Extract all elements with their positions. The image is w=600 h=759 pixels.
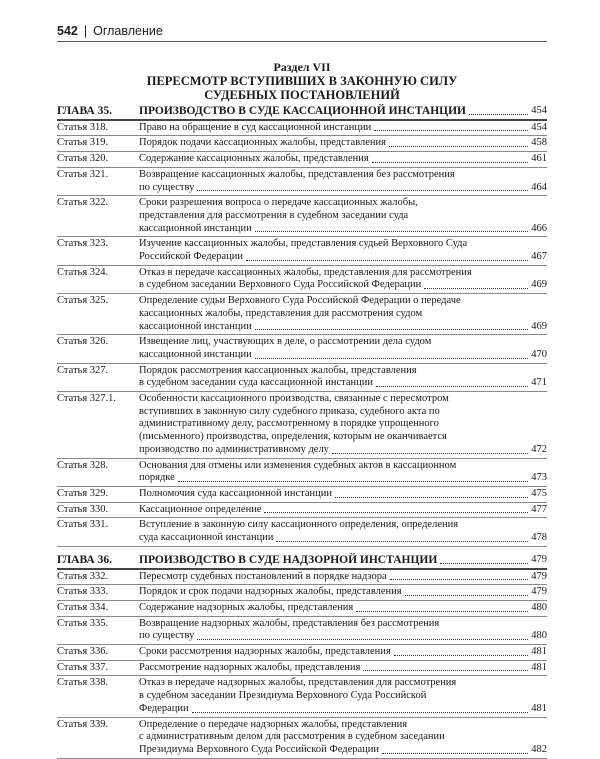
- title-line: [139, 197, 547, 210]
- toc-entry: [57, 237, 547, 265]
- page-ref: 481: [531, 661, 547, 673]
- dot-leader: [255, 231, 529, 232]
- title-text: Сроки разрешения вопроса о передаче кассационных жалобы,: [139, 197, 418, 209]
- title-text: кассационной инстанции: [139, 348, 252, 360]
- title-text: по существу: [139, 181, 195, 193]
- page-ref: 471: [531, 377, 547, 389]
- section-heading: [57, 60, 547, 102]
- article-label: Статья 329.: [57, 487, 109, 499]
- dot-leader: [255, 358, 529, 359]
- toc-entry: [57, 121, 547, 137]
- title-line: [139, 690, 547, 703]
- article-title: [139, 197, 547, 235]
- article-label: Статья 319.: [57, 137, 109, 149]
- toc-entry: [57, 585, 547, 601]
- section-number: Раздел VII: [273, 60, 331, 74]
- toc-entry: [57, 487, 547, 503]
- title-text: Содержание надзорных жалобы, представления: [139, 601, 354, 613]
- toc-entry: [57, 364, 547, 392]
- dot-leader: [390, 579, 529, 580]
- dot-leader: [264, 512, 528, 513]
- title-line: [139, 169, 547, 182]
- page-ref: 464: [531, 181, 547, 193]
- section-title-line-2: СУДЕБНЫХ ПОСТАНОВЛЕНИЙ: [204, 88, 400, 102]
- chapter-label: ГЛАВА 36.: [57, 553, 112, 566]
- toc-entry: [57, 168, 547, 196]
- title-line: [139, 267, 547, 280]
- page-ref: 480: [531, 601, 547, 613]
- dot-leader: [192, 712, 529, 713]
- title-line: [139, 444, 547, 457]
- title-text: порядке: [139, 472, 175, 484]
- title-text: в судебном заседании Верховного Суда Российской Федерации: [139, 279, 422, 291]
- title-line: [139, 719, 547, 732]
- title-line: [139, 646, 547, 659]
- article-title: [139, 460, 547, 485]
- article-label: Статья 322.: [57, 197, 109, 209]
- page-ref: 454: [531, 105, 547, 116]
- title-line: [139, 519, 547, 532]
- dot-leader: [332, 453, 528, 454]
- title-text: (письменного) производства, определения, которым не оканчивается: [139, 431, 447, 443]
- title-text: с административным делом для рассмотрения в судебном заседании: [139, 731, 445, 743]
- toc-entry: [57, 503, 547, 519]
- dot-leader: [178, 481, 528, 482]
- article-title: [139, 662, 547, 675]
- title-line: [139, 349, 547, 362]
- section-title-line-1: ПЕРЕСМОТР ВСТУПИВШИХ В ЗАКОННУЮ СИЛУ: [146, 74, 458, 88]
- dot-leader: [197, 639, 528, 640]
- title-line: [139, 586, 547, 599]
- article-title: [139, 336, 547, 361]
- title-line: [139, 472, 547, 485]
- title-line: [139, 321, 547, 334]
- title-text: в судебном заседании Президиума Верховного Суда Российской: [139, 690, 427, 702]
- page-number: 542: [57, 24, 78, 38]
- running-head-title: Оглавление: [93, 24, 163, 38]
- title-line: [139, 279, 547, 292]
- title-text: вступивших в законную силу судебного приказа, судебного акта по: [139, 405, 440, 417]
- toc-entry: [57, 136, 547, 152]
- dot-leader: [382, 753, 528, 754]
- dot-leader: [394, 655, 529, 656]
- title-text: Порядок рассмотрения кассационных жалобы, представления: [139, 364, 417, 376]
- toc-entry: [57, 661, 547, 677]
- article-title: [139, 393, 547, 457]
- article-label: Статья 334.: [57, 601, 109, 613]
- title-line: [139, 137, 547, 150]
- article-label: Статья 324.: [57, 266, 109, 278]
- table-of-contents: [57, 103, 547, 759]
- page-ref: 458: [531, 137, 547, 149]
- title-line: [139, 393, 547, 406]
- title-text: Полномочия суда кассационной инстанции: [139, 487, 333, 499]
- toc-entry: [57, 718, 547, 759]
- title-text: Отказ в передаче кассационных жалобы, представления для рассмотрения: [139, 266, 472, 278]
- article-title: [139, 137, 547, 150]
- title-text: Российской Федерации: [139, 251, 243, 263]
- article-label: Статья 328.: [57, 459, 109, 471]
- dot-leader: [405, 595, 529, 596]
- toc-chapter: [57, 552, 547, 570]
- title-line: [139, 365, 547, 378]
- dot-leader: [469, 114, 528, 115]
- article-title: [139, 238, 547, 263]
- title-text: в судебном заседании суда кассационной инстанции: [139, 377, 374, 389]
- article-title: [139, 295, 547, 333]
- title-text: кассационной инстанции: [139, 320, 252, 332]
- title-line: [139, 571, 547, 584]
- toc-entry: [57, 676, 547, 717]
- page-ref: 470: [531, 348, 547, 360]
- dot-leader: [440, 563, 528, 564]
- article-label: Статья 337.: [57, 661, 109, 673]
- article-label: Статья 339.: [57, 718, 109, 730]
- title-text: Порядок подачи кассационных жалобы, представления: [139, 137, 386, 149]
- dot-leader: [197, 190, 528, 191]
- chapter-label: ГЛАВА 35.: [57, 105, 112, 117]
- title-line: [139, 460, 547, 473]
- title-line: [139, 703, 547, 716]
- title-line: [139, 488, 547, 501]
- article-title: [139, 719, 547, 757]
- title-line: [139, 418, 547, 431]
- title-text: Содержание кассационных жалобы, представления: [139, 153, 369, 165]
- page-ref: 480: [531, 630, 547, 642]
- title-line: [139, 504, 547, 517]
- title-text: Определение о передаче надзорных жалобы, представления: [139, 718, 408, 730]
- dot-leader: [356, 611, 528, 612]
- title-text: представления для рассмотрения в судебном заседании суда: [139, 209, 409, 221]
- dot-leader: [246, 260, 528, 261]
- title-text: Право на обращение в суд кассационной инстанции: [139, 121, 372, 133]
- title-line: [139, 210, 547, 223]
- title-line: [139, 431, 547, 444]
- title-text: Порядок и срок подачи надзорных жалобы, представления: [139, 586, 402, 598]
- page-ref: 479: [531, 553, 547, 565]
- article-label: Статья 321.: [57, 168, 109, 180]
- article-label: Статья 320.: [57, 153, 109, 165]
- title-text: Возвращение надзорных жалобы, представления без рассмотрения: [139, 617, 440, 629]
- article-title: [139, 169, 547, 194]
- title-text: кассационной инстанции: [139, 222, 252, 234]
- title-line: [139, 336, 547, 349]
- title-text: Изучение кассационных жалобы, представления судьей Верховного Суда: [139, 238, 468, 250]
- article-title: [139, 488, 547, 501]
- title-line: [139, 532, 547, 545]
- title-line: [139, 662, 547, 675]
- title-text: Отказ в передаче надзорных жалобы, представления для рассмотрения: [139, 677, 457, 689]
- title-text: Рассмотрение надзорных жалобы, представления: [139, 661, 361, 673]
- article-title: [139, 618, 547, 643]
- article-label: Статья 338.: [57, 677, 109, 689]
- article-title: [139, 267, 547, 292]
- title-line: [139, 731, 547, 744]
- title-line: [139, 618, 547, 631]
- toc-entry: [57, 459, 547, 487]
- article-label: Статья 326.: [57, 336, 109, 348]
- title-text: по существу: [139, 630, 195, 642]
- article-title: [139, 571, 547, 584]
- toc-entry: [57, 392, 547, 459]
- title-text: Федерации: [139, 702, 189, 714]
- page-ref: 467: [531, 251, 547, 263]
- article-label: Статья 325.: [57, 295, 109, 307]
- title-line: [139, 251, 547, 264]
- article-title: [139, 504, 547, 517]
- dot-leader: [276, 541, 528, 542]
- chapter-title: [139, 105, 547, 118]
- page-ref: 479: [531, 586, 547, 598]
- title-text: Сроки рассмотрения надзорных жалобы, представления: [139, 646, 391, 658]
- title-text: Особенности кассационного производства, связанные с пересмотром: [139, 393, 449, 405]
- dot-leader: [363, 670, 528, 671]
- page-ref: 482: [531, 743, 547, 755]
- toc-entry: [57, 335, 547, 363]
- title-text: суда кассационной инстанции: [139, 532, 274, 544]
- title-text: Кассационное определение: [139, 503, 262, 515]
- toc-entry: [57, 570, 547, 586]
- title-text: Определение судьи Верховного Суда Российской Федерации о передаче: [139, 295, 461, 307]
- article-title: [139, 122, 547, 135]
- title-text: Президиума Верховного Суда Российской Федерации: [139, 743, 379, 755]
- title-text: Основания для отмены или изменения судебных актов в кассационном: [139, 459, 457, 471]
- article-label: Статья 330.: [57, 503, 109, 515]
- title-text: Извещение лиц, участвующих в деле, о рассмотрении дела судом: [139, 336, 432, 348]
- title-line: [139, 744, 547, 757]
- article-label: Статья 332.: [57, 570, 109, 582]
- article-title: [139, 586, 547, 599]
- page-ref: 466: [531, 222, 547, 234]
- article-label: Статья 323.: [57, 238, 109, 250]
- toc-entry: [57, 617, 547, 645]
- header-rule: [57, 41, 547, 42]
- title-line: [139, 602, 547, 615]
- dot-leader: [376, 386, 528, 387]
- toc-entry: [57, 196, 547, 237]
- page-ref: 469: [531, 279, 547, 291]
- toc-entry: [57, 294, 547, 335]
- title-text: ПРОИЗВОДСТВО В СУДЕ НАДЗОРНОЙ ИНСТАНЦИИ: [139, 553, 438, 566]
- article-label: Статья 331.: [57, 519, 109, 531]
- title-text: административному делу, рассмотренному в порядке упрощенного: [139, 418, 439, 430]
- dot-leader: [424, 288, 528, 289]
- toc-entry: [57, 152, 547, 168]
- article-title: [139, 365, 547, 390]
- title-line: [139, 105, 547, 118]
- title-line: [139, 377, 547, 390]
- article-title: [139, 602, 547, 615]
- title-line: [139, 630, 547, 643]
- article-title: [139, 646, 547, 659]
- article-title: [139, 153, 547, 166]
- dot-leader: [335, 497, 528, 498]
- title-line: [139, 554, 547, 567]
- toc-entry: [57, 266, 547, 294]
- title-line: [139, 238, 547, 251]
- title-line: [139, 406, 547, 419]
- article-title: [139, 519, 547, 544]
- title-line: [139, 677, 547, 690]
- article-label: Статья 333.: [57, 586, 109, 598]
- title-text: производство по административному делу: [139, 443, 329, 455]
- page-ref: 481: [531, 646, 547, 658]
- page-ref: 469: [531, 320, 547, 332]
- page-ref: 454: [531, 121, 547, 133]
- page-ref: 477: [531, 503, 547, 515]
- title-text: Пересмотр судебных постановлений в порядке надзора: [139, 570, 387, 582]
- page-ref: 481: [531, 702, 547, 714]
- running-head: [57, 24, 547, 38]
- article-label: Статья 336.: [57, 646, 109, 658]
- dot-leader: [374, 130, 528, 131]
- dot-leader: [372, 162, 529, 163]
- title-text: Возвращение кассационных жалобы, представления без рассмотрения: [139, 168, 455, 180]
- toc-chapter: [57, 103, 547, 121]
- article-title: [139, 677, 547, 715]
- toc-entry: [57, 645, 547, 661]
- article-label: Статья 335.: [57, 617, 109, 629]
- title-line: [139, 122, 547, 135]
- toc-entry: [57, 518, 547, 546]
- toc-entry: [57, 601, 547, 617]
- title-line: [139, 223, 547, 236]
- title-text: кассационных жалобы, представления для рассмотрения судом: [139, 307, 423, 319]
- page-ref: 473: [531, 472, 547, 484]
- title-line: [139, 153, 547, 166]
- page-ref: 461: [531, 153, 547, 165]
- page-ref: 478: [531, 532, 547, 544]
- dot-leader: [389, 146, 528, 147]
- title-line: [139, 182, 547, 195]
- dot-leader: [255, 329, 529, 330]
- article-label: Статья 318.: [57, 121, 109, 133]
- title-line: [139, 308, 547, 321]
- running-head-separator: |: [83, 24, 88, 38]
- title-text: Вступление в законную силу кассационного определения, определения: [139, 519, 459, 531]
- page-ref: 472: [531, 443, 547, 455]
- chapter-title: [139, 554, 547, 567]
- page-ref: 479: [531, 570, 547, 582]
- article-label: Статья 327.1.: [57, 393, 117, 405]
- page-ref: 475: [531, 487, 547, 499]
- title-text: ПРОИЗВОДСТВО В СУДЕ КАССАЦИОННОЙ ИНСТАНЦИИ: [139, 105, 466, 117]
- title-line: [139, 295, 547, 308]
- article-label: Статья 327.: [57, 364, 109, 376]
